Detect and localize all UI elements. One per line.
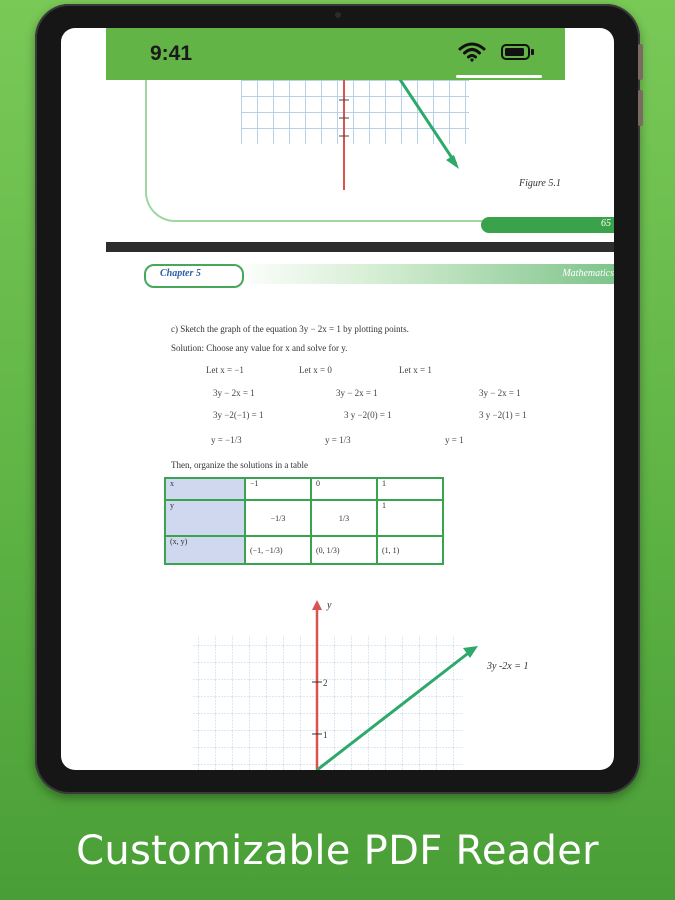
page-number-tab	[481, 217, 614, 233]
eq-row3-1: y = −1/3	[211, 435, 242, 445]
let-row-2: Let x = 0	[299, 365, 332, 375]
wifi-icon	[458, 42, 486, 62]
table-cell: 1	[377, 500, 443, 536]
table-header-cell: x	[165, 478, 245, 500]
table-cell: (−1, −1/3)	[245, 536, 311, 564]
tablet-frame	[35, 4, 640, 794]
table-cell: (0, 1/3)	[311, 536, 377, 564]
graph-grid	[193, 636, 463, 770]
equation-line-label: 3y -2x = 1	[487, 661, 529, 672]
tick-label-1: 1	[323, 730, 328, 740]
let-row-3: Let x = 1	[399, 365, 432, 375]
table-cell: (1, 1)	[377, 536, 443, 564]
table-cell: 1/3	[311, 500, 377, 536]
y-axis-label: y	[327, 600, 332, 611]
table-header-cell: (x, y)	[165, 536, 245, 564]
figure-label: Figure 5.1	[519, 178, 561, 189]
table-cell: −1	[245, 478, 311, 500]
home-indicator	[456, 75, 542, 78]
subject-label: Mathematics	[562, 268, 614, 279]
camera-dot	[335, 12, 341, 18]
page-divider	[106, 242, 614, 252]
volume-up-button	[638, 44, 643, 80]
table-cell: −1/3	[245, 500, 311, 536]
eq-row1-1: 3y − 2x = 1	[213, 388, 255, 398]
table-header-cell: y	[165, 500, 245, 536]
battery-icon	[501, 43, 535, 61]
equation-graph	[181, 594, 561, 770]
eq-row1-2: 3y − 2x = 1	[336, 388, 378, 398]
chapter-banner	[231, 264, 614, 284]
eq-row1-3: 3y − 2x = 1	[479, 388, 521, 398]
status-bar	[106, 28, 565, 80]
solution-table	[164, 477, 444, 565]
device-screen	[61, 28, 614, 770]
chapter-label: Chapter 5	[160, 268, 201, 279]
pdf-viewer[interactable]	[61, 28, 614, 770]
eq-row3-3: y = 1	[445, 435, 464, 445]
table-row	[165, 478, 443, 500]
table-intro: Then, organize the solutions in a table	[171, 460, 309, 470]
page-number: 65	[601, 218, 611, 229]
eq-row2-2: 3 y −2(0) = 1	[344, 410, 392, 420]
eq-row2-3: 3 y −2(1) = 1	[479, 410, 527, 420]
table-cell: 0	[311, 478, 377, 500]
eq-row2-1: 3y −2(−1) = 1	[213, 410, 264, 420]
let-row-1: Let x = −1	[206, 365, 244, 375]
table-cell: 1	[377, 478, 443, 500]
question-text: c) Sketch the graph of the equation 3y − 2x = 1 by plotting points.	[171, 324, 409, 334]
y-axis-arrow	[312, 600, 322, 610]
table-row	[165, 536, 443, 564]
volume-down-button	[638, 90, 643, 126]
promo-caption: Customizable PDF Reader	[76, 828, 599, 874]
solution-intro: Solution: Choose any value for x and solve for y.	[171, 343, 348, 353]
chapter-pill	[144, 264, 244, 288]
eq-row3-2: y = 1/3	[325, 435, 351, 445]
table-row	[165, 500, 443, 536]
status-time: 9:41	[150, 42, 193, 65]
tick-label-2: 2	[323, 678, 328, 688]
